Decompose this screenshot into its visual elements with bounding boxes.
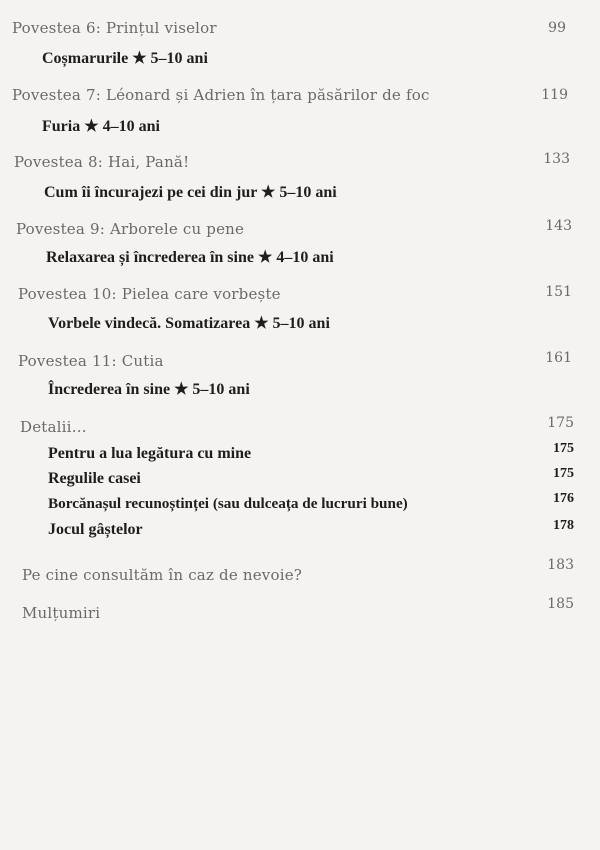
toc-entry-title: Povestea 7: Léonard și Adrien în țara păsărilor de foc: [12, 86, 430, 104]
toc-entry-page: 151: [545, 284, 572, 300]
toc-entry-title: Povestea 8: Hai, Pană!: [14, 153, 190, 171]
toc-entry-title: Povestea 11: Cutia: [18, 352, 164, 370]
details-item-page: 176: [553, 491, 574, 506]
toc-entry-subtitle: Furia ★ 4–10 ani: [42, 118, 160, 135]
toc-entry-subtitle: Încrederea în sine ★ 5–10 ani: [48, 381, 250, 398]
details-item: Borcănașul recunoștinței (sau dulceața de lucruri bune): [48, 495, 408, 512]
toc-entry-page: 119: [541, 87, 568, 103]
toc-final-title: Mulțumiri: [22, 604, 101, 622]
toc-entry-title: Povestea 9: Arborele cu pene: [16, 220, 245, 238]
toc-entry-subtitle: Cum îi încurajezi pe cei din jur ★ 5–10 ani: [44, 184, 337, 201]
toc-entry-subtitle: Relaxarea și încrederea în sine ★ 4–10 ani: [46, 249, 334, 266]
toc-final-title: Pe cine consultăm în caz de nevoie?: [22, 566, 303, 584]
toc-entry-page: 133: [543, 151, 570, 167]
details-item: Pentru a lua legătura cu mine: [48, 445, 252, 462]
toc-entry-page: 143: [545, 218, 572, 234]
toc-entry-title: Povestea 10: Pielea care vorbește: [18, 285, 281, 303]
toc-final-page: 183: [547, 557, 574, 573]
details-page: 175: [547, 415, 574, 431]
details-item: Jocul gâștelor: [48, 521, 143, 538]
toc-entry-subtitle: Coșmarurile ★ 5–10 ani: [42, 50, 208, 67]
details-title: Detalii…: [20, 418, 87, 436]
toc-entry-title: Povestea 6: Prințul viselor: [12, 19, 217, 37]
toc-entry-page: 99: [548, 20, 566, 36]
details-item-page: 175: [553, 466, 574, 481]
details-item-page: 175: [553, 441, 574, 456]
toc-entry-page: 161: [545, 350, 572, 366]
details-item-page: 178: [553, 518, 574, 533]
toc-entry-subtitle: Vorbele vindecă. Somatizarea ★ 5–10 ani: [48, 315, 330, 332]
details-item: Regulile casei: [48, 470, 141, 487]
toc-final-page: 185: [547, 596, 574, 612]
